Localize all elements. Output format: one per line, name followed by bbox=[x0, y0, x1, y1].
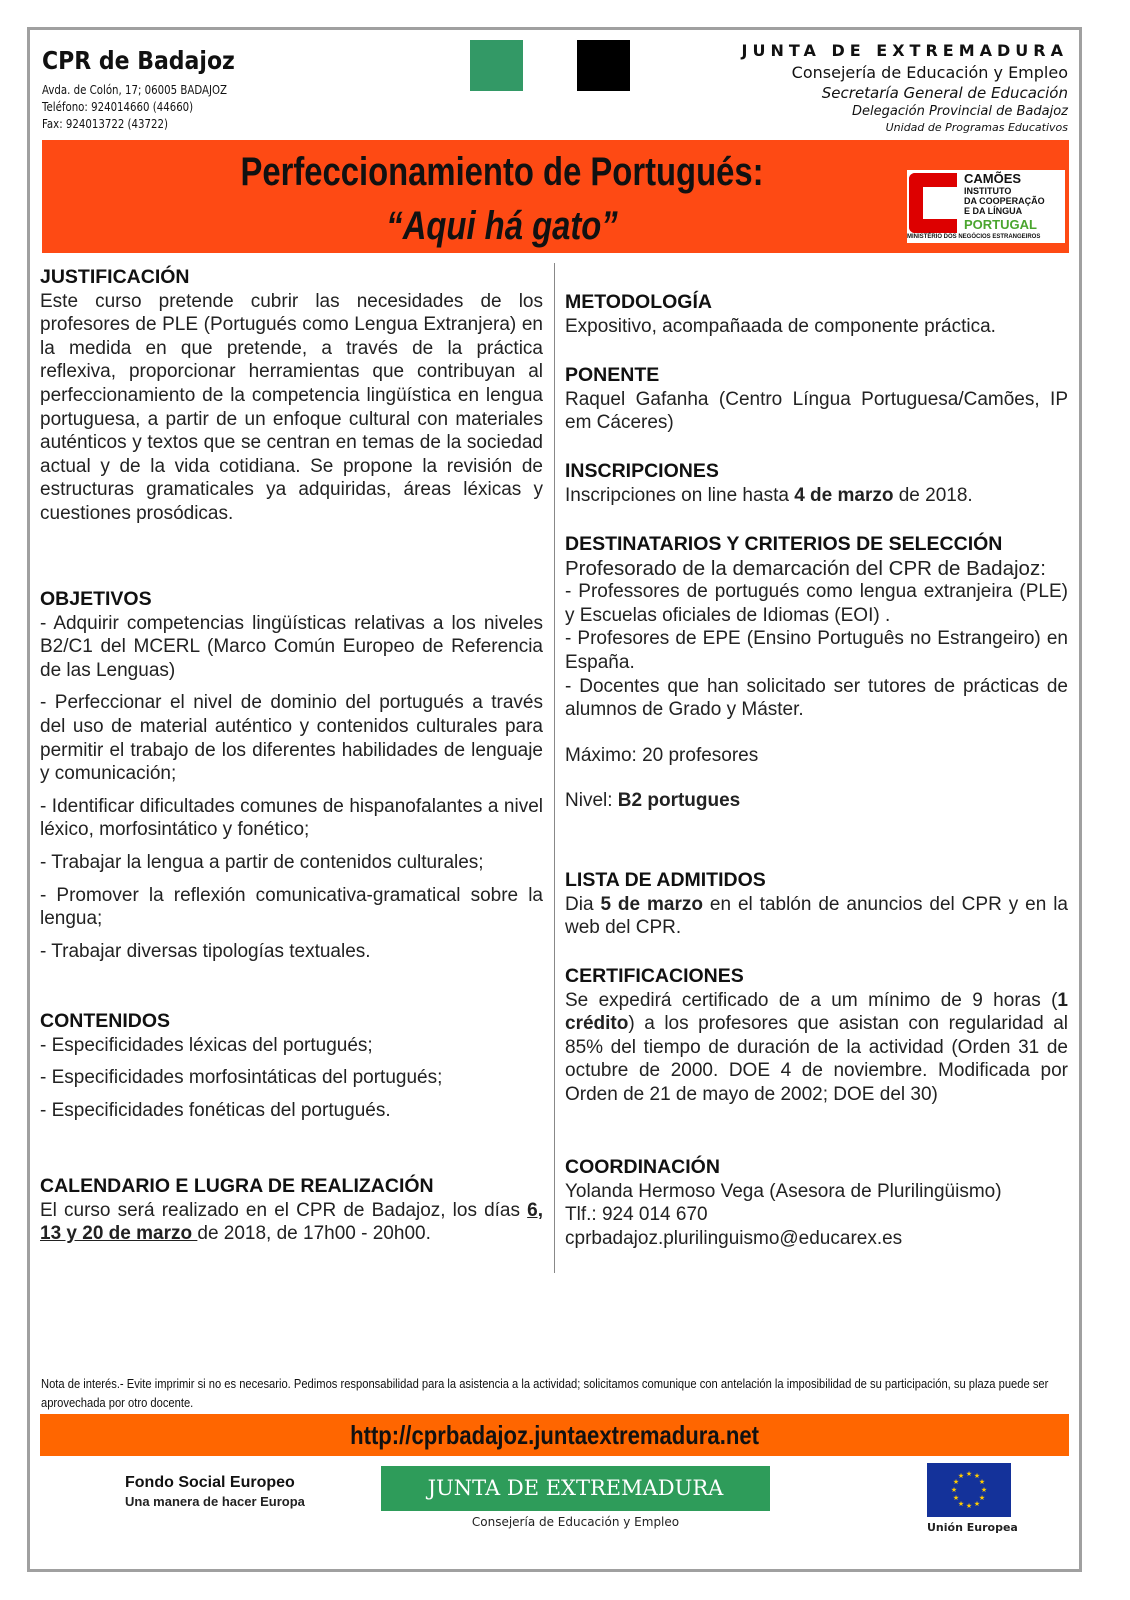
list-item: - Trabajar diversas tipologías textuales. bbox=[40, 940, 371, 962]
fax: Fax: 924013722 (43722) bbox=[42, 117, 168, 131]
course-subtitle: “Aqui há gato” bbox=[386, 204, 618, 248]
url-bar bbox=[40, 1414, 1069, 1456]
body: Este curso pretende cubrir las necesidades de los profesores de PLE (Portugués como Lengua Extranjera) en la medida en que pretende, a través de la práctica reflexiva, proporcionar herramientas que contribuyan al perfeccionamiento de la competencia lingüística en lengua portuguesa, a partir de un enfoque cultural con materiales auténticos y textos que se centran en temas de la sociedad actual y de la vida cotidiana. Se propone la revisión de estructuras gramaticales ya adquiridas, áreas léxicas y cuestiones prosódicas. bbox=[40, 290, 543, 524]
heading: CALENDARIO E LUGRA DE REALIZACIÓN bbox=[40, 1175, 434, 1197]
list-item: - Perfeccionar el nivel de dominio del portugués a través del uso de material auténtico y contenidos culturales para permitir el trabajo de los diferentes habilidades de lenguaje y comunicación; bbox=[40, 692, 543, 785]
phone: Teléfono: 924014660 (44660) bbox=[42, 100, 194, 114]
course-dates: 6, 13 y 20 de marzo bbox=[40, 1199, 543, 1245]
svg-text:★: ★ bbox=[952, 1495, 960, 1502]
list-item: - Adquirir competencias lingüísticas relativas a los niveles B2/C1 del MCERL (Marco Común Europeo de Referencia de las Lenguas) bbox=[40, 612, 543, 681]
section-contenidos bbox=[40, 1010, 543, 1122]
heading: METODOLOGÍA bbox=[565, 291, 712, 313]
list-item: - Especificidades fonéticas del portugués. bbox=[40, 1099, 391, 1121]
svg-text:★: ★ bbox=[978, 1495, 986, 1502]
list-item: - Identificar dificultades comunes de hispanofalantes a nivel léxico, morfosintático y fonético; bbox=[40, 795, 543, 841]
section-justificacion bbox=[40, 266, 543, 526]
svg-text:★: ★ bbox=[957, 1501, 965, 1508]
delegacion: Delegación Provincial de Badajoz bbox=[852, 104, 1068, 119]
heading: JUSTIFICACIÓN bbox=[40, 266, 190, 288]
website-link[interactable]: http://cprbadajoz.juntaextremadura.net bbox=[350, 1420, 759, 1450]
flag-green-square bbox=[470, 40, 523, 91]
section-objetivos bbox=[40, 588, 543, 963]
list-item: - Especificidades morfosintáticas del portugués; bbox=[40, 1067, 443, 1089]
section-destinatarios bbox=[565, 533, 1068, 813]
body: Dia 5 de marzo en el tablón de anuncios del CPR y en la web del CPR. bbox=[565, 893, 1068, 939]
fse-subtitle: Una manera de hacer Europa bbox=[125, 1494, 305, 1509]
heading: OBJETIVOS bbox=[40, 588, 152, 610]
fse-title: Fondo Social Europeo bbox=[125, 1474, 295, 1491]
heading: COORDINACIÓN bbox=[565, 1156, 720, 1178]
section-certificaciones bbox=[565, 965, 1068, 1107]
svg-text:★: ★ bbox=[957, 1473, 965, 1480]
svg-text:★: ★ bbox=[950, 1487, 958, 1494]
list-item: - Especificidades léxicas del portugués; bbox=[40, 1034, 373, 1056]
list-item: - Profesores de EPE (Ensino Português no Estrangeiro) en España. bbox=[565, 628, 1068, 673]
maximo: Máximo: 20 profesores bbox=[565, 744, 759, 766]
heading: PONENTE bbox=[565, 364, 660, 386]
consejeria: Consejería de Educación y Empleo bbox=[791, 63, 1068, 82]
list-item: - Professores de portugués como lengua extranjeira (PLE) y Escuelas oficiales de Idiomas (EOI) . bbox=[565, 581, 1068, 626]
eu-label: Unión Europea bbox=[927, 1521, 1018, 1534]
column-divider bbox=[554, 263, 555, 1273]
heading: LISTA DE ADMITIDOS bbox=[565, 869, 766, 891]
section-metodologia bbox=[565, 291, 1068, 338]
svg-text:★: ★ bbox=[965, 1471, 973, 1478]
intro: Profesorado de la demarcación del CPR de Badajoz: bbox=[565, 556, 1046, 580]
junta-consejeria: Consejería de Educación y Empleo bbox=[471, 1515, 680, 1529]
section-ponente bbox=[565, 364, 1068, 435]
heading: INSCRIPCIONES bbox=[565, 460, 719, 482]
section-lista-admitidos bbox=[565, 869, 1068, 940]
address: Avda. de Colón, 17; 06005 BADAJOZ bbox=[42, 83, 228, 97]
list-item: - Trabajar la lengua a partir de contenidos culturales; bbox=[40, 851, 484, 873]
body: Expositivo, acompañaada de componente práctica. bbox=[565, 315, 996, 337]
body: Se expedirá certificado de a um mínimo de 9 horas (1 crédito) a los profesores que asistan con regularidad al 85% del tiempo de duración de la actividad (Orden 31 de octubre de 2000. DOE 4 de noviembre. Modificada por Orden de 21 de mayo de 2002; DOE del 30) bbox=[565, 989, 1068, 1105]
flag-black-square bbox=[577, 40, 630, 91]
junta-logo: JUNTA DE EXTREMADURA bbox=[381, 1466, 770, 1511]
coordinator-phone: Tlf.: 924 014 670 bbox=[565, 1204, 708, 1226]
section-calendario bbox=[40, 1175, 543, 1246]
unidad: Unidad de Programas Educativos bbox=[885, 121, 1068, 134]
junta-heading: JUNTA DE EXTREMADURA bbox=[741, 41, 1068, 60]
org-name: CPR de Badajoz bbox=[42, 46, 235, 75]
list-item: - Promover la reflexión comunicativa-gramatical sobre la lengua; bbox=[40, 884, 543, 930]
section-inscripciones bbox=[565, 460, 1068, 507]
svg-text:★: ★ bbox=[978, 1479, 986, 1486]
camoes-logo: CAMÕES INSTITUTO DA COOPERAÇÃO E DA LÍNGUA PORTUGAL MINISTÉRIO DOS NEGÓCIOS ESTRANGEIROS bbox=[907, 170, 1065, 243]
heading: DESTINATARIOS Y CRITERIOS DE SELECCIÓN bbox=[565, 533, 1003, 555]
heading: CERTIFICACIONES bbox=[565, 965, 744, 987]
coordinator-name: Yolanda Hermoso Vega (Asesora de Plurilingüismo) bbox=[565, 1180, 1002, 1202]
heading: CONTENIDOS bbox=[40, 1010, 171, 1032]
footer-note: Nota de interés.- Evite imprimir si no es necesario. Pedimos responsabilidad para la asistencia a la actividad; solicitamos comunique con antelación la imposibilidad de su participación, su plaza puede ser aprovechada por otro docente. bbox=[41, 1376, 1049, 1410]
svg-text:★: ★ bbox=[973, 1501, 981, 1508]
svg-text:★: ★ bbox=[952, 1479, 960, 1486]
list-item: - Docentes que han solicitado ser tutores de prácticas de alumnos de Grado y Máster. bbox=[565, 675, 1068, 721]
section-coordinacion bbox=[565, 1156, 1068, 1250]
svg-text:★: ★ bbox=[965, 1503, 973, 1510]
body: Inscripciones on line hasta 4 de marzo de 2018. bbox=[565, 484, 973, 506]
course-title: Perfeccionamiento de Portugués: bbox=[240, 150, 764, 194]
eu-flag-icon bbox=[927, 1463, 1011, 1517]
body: El curso será realizado en el CPR de Badajoz, los días 6, 13 y 20 de marzo de 2018, de 17h00 - 20h00. bbox=[40, 1199, 543, 1245]
secretaria: Secretaría General de Educación bbox=[821, 84, 1068, 102]
svg-text:★: ★ bbox=[980, 1487, 988, 1494]
svg-text:★: ★ bbox=[973, 1473, 981, 1480]
body: Raquel Gafanha (Centro Língua Portuguesa/Camões, IP em Cáceres) bbox=[565, 388, 1068, 434]
nivel: Nivel: B2 portugues bbox=[565, 790, 741, 812]
coordinator-email[interactable]: cprbadajoz.plurilinguismo@educarex.es bbox=[565, 1227, 903, 1249]
